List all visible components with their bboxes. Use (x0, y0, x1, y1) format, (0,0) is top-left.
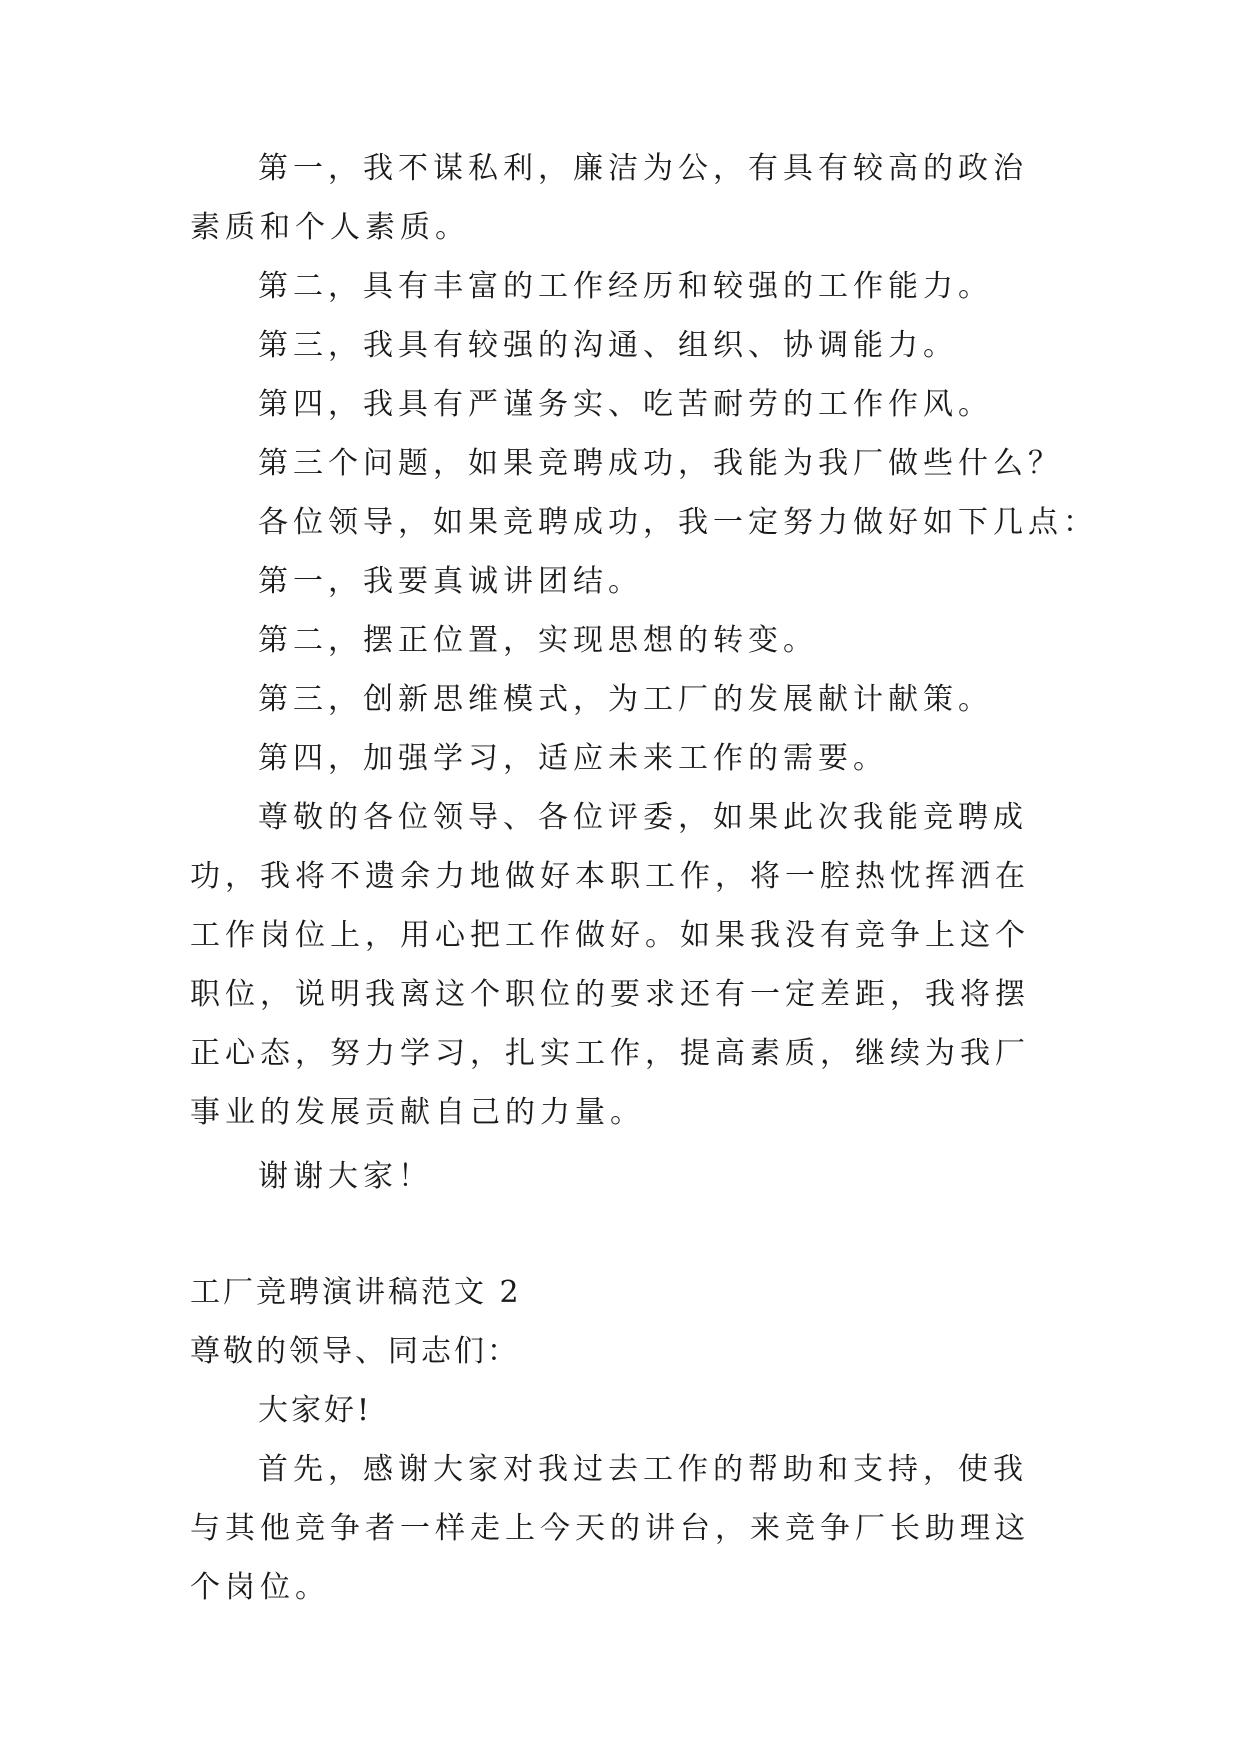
paragraph-commitment-intro: 各位领导，如果竞聘成功，我一定努力做好如下几点： (258, 505, 1098, 540)
paragraph-commitment-1: 第一，我要真诚讲团结。 (258, 564, 643, 599)
paragraph-qualification-3: 第三，我具有较强的沟通、组织、协调能力。 (258, 328, 958, 363)
paragraph-thanks: 谢谢大家！ (258, 1159, 433, 1194)
greeting: 大家好! (258, 1393, 373, 1428)
salutation: 尊敬的领导、同志们： (190, 1334, 520, 1369)
paragraph-commitment-3: 第三，创新思维模式，为工厂的发展献计献策。 (258, 682, 993, 717)
paragraph-qualification-1: 第一，我不谋私利，廉洁为公，有具有较高的政治素质和个人素质。 (190, 151, 1028, 245)
paragraph-commitment-4: 第四，加强学习，适应未来工作的需要。 (258, 741, 888, 776)
paragraph-qualification-2: 第二，具有丰富的工作经历和较强的工作能力。 (258, 269, 993, 304)
section-title: 工厂竞聘演讲稿范文 2 (190, 1275, 522, 1310)
paragraph-qualification-4: 第四，我具有严谨务实、吃苦耐劳的工作作风。 (258, 387, 993, 422)
paragraph-opening: 首先，感谢大家对我过去工作的帮助和支持，使我与其他竞争者一样走上今天的讲台，来竞争厂长助理这个岗位。 (190, 1452, 1030, 1605)
paragraph-closing: 尊敬的各位领导、各位评委，如果此次我能竞聘成功，我将不遗余力地做好本职工作，将一腔热忱挥洒在工作岗位上，用心把工作做好。如果我没有竞争上这个职位，说明我离这个职位的要求还有一定差距，我将摆正心态，努力学习，扎实工作，提高素质，继续为我厂事业的发展贡献自己的力量。 (190, 800, 1030, 1130)
paragraph-question-3: 第三个问题，如果竞聘成功，我能为我厂做些什么？ (258, 446, 1063, 481)
paragraph-commitment-2: 第二，摆正位置，实现思想的转变。 (258, 623, 818, 658)
